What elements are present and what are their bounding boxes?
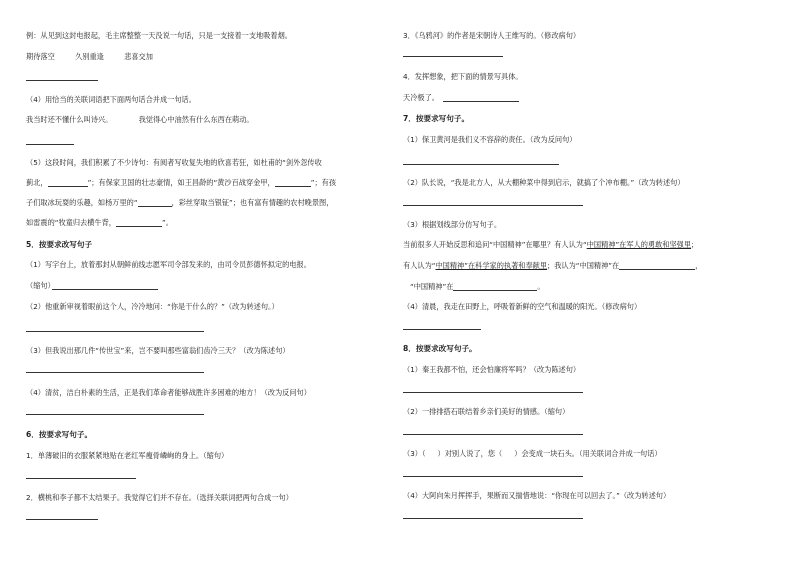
fill-blank[interactable]	[453, 282, 537, 291]
s7-text: 当前很多人开始反思和追问“中国精神”在哪里？有人认为“	[403, 240, 587, 249]
example-sentence: 例：从见到这封电报起，毛主席整整一天没说一句话，只是一支接着一支地吸着烟。	[26, 31, 292, 40]
answer-line[interactable]	[26, 372, 204, 373]
q5-text: ”；有孩	[310, 178, 337, 187]
s8-q1: （1）秦王我都不怕，还会怕廉将军吗？（改为陈述句）	[403, 365, 581, 374]
s8-text: ）对别人说了，您（	[437, 449, 503, 458]
section-5-title: 5．按要求改写句子	[26, 240, 93, 249]
fill-blank[interactable]	[275, 178, 311, 187]
fill-blank[interactable]	[619, 261, 695, 270]
r-q4-text: 天冷极了。	[403, 93, 439, 102]
fill-blank[interactable]	[443, 93, 519, 102]
answer-line[interactable]	[26, 80, 98, 81]
underlined-example: 中国精神”在科学家的执著和奉献里	[435, 261, 548, 270]
s6-q1: 1．单薄破旧的衣服紧紧地贴在老红军瘦骨嶙峋的身上。（缩句）	[26, 451, 229, 460]
answer-line[interactable]	[26, 144, 74, 145]
s5-q3: （3）但我说出那几件“传世宝”来，岂不要叫那些富翁们齿冷三天？（改为陈述句）	[26, 346, 290, 355]
q5-line-3	[26, 198, 333, 207]
answer-line[interactable]	[26, 331, 204, 332]
q5-text: ”。	[161, 218, 173, 227]
answer-line[interactable]	[403, 205, 583, 206]
q4-sentences	[26, 115, 254, 124]
answer-line[interactable]	[403, 392, 583, 393]
s7-text: 有人认为“	[403, 261, 436, 270]
q5-line-1: （5）这段时间，我们积累了不少诗句：有阅者写收复失地的欣喜若狂，如杜甫的“剑外忽传收	[26, 158, 322, 167]
s8-text: ）会变成一块石头。（用关联词合并成一句话）	[514, 449, 662, 458]
s5-q1-hint: （缩句）	[26, 281, 55, 290]
s5-q2: （2）他重新审视着眼前这个人，冷冷地问：“你是干什么的？”（改为转述句。）	[26, 302, 279, 311]
r-q3: 3．《乌鸦河》的作者是宋朝诗人王维写的。（修改病句）	[403, 31, 581, 40]
q4-instruction: （4）用恰当的关联词语把下面两句话合并成一句话。	[26, 95, 196, 104]
answer-line[interactable]	[403, 164, 559, 165]
s8-q3	[403, 449, 662, 458]
answer-line[interactable]	[26, 414, 204, 415]
example-word: 久别重逢	[75, 52, 104, 61]
answer-line[interactable]	[26, 519, 98, 520]
q5-text: 蓟北，	[26, 178, 48, 187]
example-word: 期待落空	[26, 52, 55, 61]
s8-text: （3）（	[403, 449, 426, 458]
answer-line[interactable]	[403, 56, 503, 57]
q5-line-2	[26, 178, 336, 187]
section-7-title: 7．按要求写句子。	[403, 114, 470, 123]
r-q4: 4．发挥想象，把下面的情景写具体。	[403, 72, 523, 81]
fill-blank[interactable]	[138, 198, 172, 207]
s7-text: 。	[537, 282, 545, 291]
q5-text: 子们取冰玩耍的乐趣，如杨万里的“	[26, 198, 138, 207]
answer-line[interactable]	[403, 434, 583, 435]
answer-line[interactable]	[403, 329, 481, 330]
answer-line[interactable]	[26, 478, 136, 479]
fill-blank[interactable]	[48, 178, 88, 187]
s7-q3-line-2	[403, 261, 702, 270]
s7-q4: （4）清晨，我走在田野上，呼吸着新鲜的空气和温暖的阳光。（修改病句）	[403, 302, 642, 311]
example-word-list	[26, 52, 153, 61]
r-q4-sentence	[403, 93, 519, 102]
s7-text: “中国精神”在	[410, 282, 454, 291]
s6-q2: 2．横桃和李子都不太结果子。我觉得它们并不存在。（选择关联词把两句合成一句）	[26, 493, 293, 502]
q4-sentence-b: 我觉得心中油然有什么东西在萌动。	[138, 115, 254, 124]
s7-q3-line-3	[410, 282, 545, 291]
example-word: 悲喜交加	[124, 52, 153, 61]
answer-line[interactable]	[52, 289, 158, 290]
s7-text: ；	[691, 240, 699, 249]
s7-q2: （2）队长说，“我是北方人，从大棚种菜中得到启示，就搞了个冲布棚。”（改为转述句）	[403, 178, 685, 187]
q5-line-4	[26, 218, 173, 227]
answer-line[interactable]	[403, 476, 583, 477]
q5-text: 如雷震的“牧童归去横牛背，	[26, 218, 116, 227]
s7-text: ，	[695, 261, 703, 270]
s5-q1: （1）写字台上，放着那封从朝鲜前线志愿军司令部发来的，由司令员彭德怀拟定的电报。	[26, 260, 311, 269]
s7-q3-line-1	[403, 240, 698, 249]
s8-q2: （2）一排排搭石联结着乡亲们美好的情感。（缩句）	[403, 407, 570, 416]
fill-blank[interactable]	[116, 218, 162, 227]
section-6-title: 6．按要求写句子。	[26, 430, 93, 439]
underlined-example: 中国精神”在军人的勇敢和坚强里	[586, 240, 692, 249]
s8-q4: （4）大阿向朱月挥挥手，果断而又揣惜地说：“你现在可以回去了。”（改为转述句）	[403, 491, 671, 500]
answer-line[interactable]	[403, 518, 583, 519]
q5-text: ”；有保家卫国的壮志豪情，如王昌龄的“黄沙百战穿金甲，	[87, 178, 275, 187]
s7-q3: （3）根据划线部分仿写句子。	[403, 220, 502, 229]
s7-q1: （1）保卫黄河是我们义不容辞的责任。（改为反问句）	[403, 135, 577, 144]
q5-text: ，彩丝穿取当银钲”；也有富有情趣的农村晚景图，	[171, 198, 334, 207]
s7-text: ；我认为“中国精神”在	[547, 261, 620, 270]
q4-sentence-a: 我当时还不懂什么叫诗兴。	[26, 115, 113, 124]
section-8-title: 8．按要求改写句子。	[403, 344, 477, 353]
s5-q4: （4）清贫，洁白朴素的生活，正是我们革命者能够战胜许多困难的地方！（改为反问句）	[26, 388, 311, 397]
